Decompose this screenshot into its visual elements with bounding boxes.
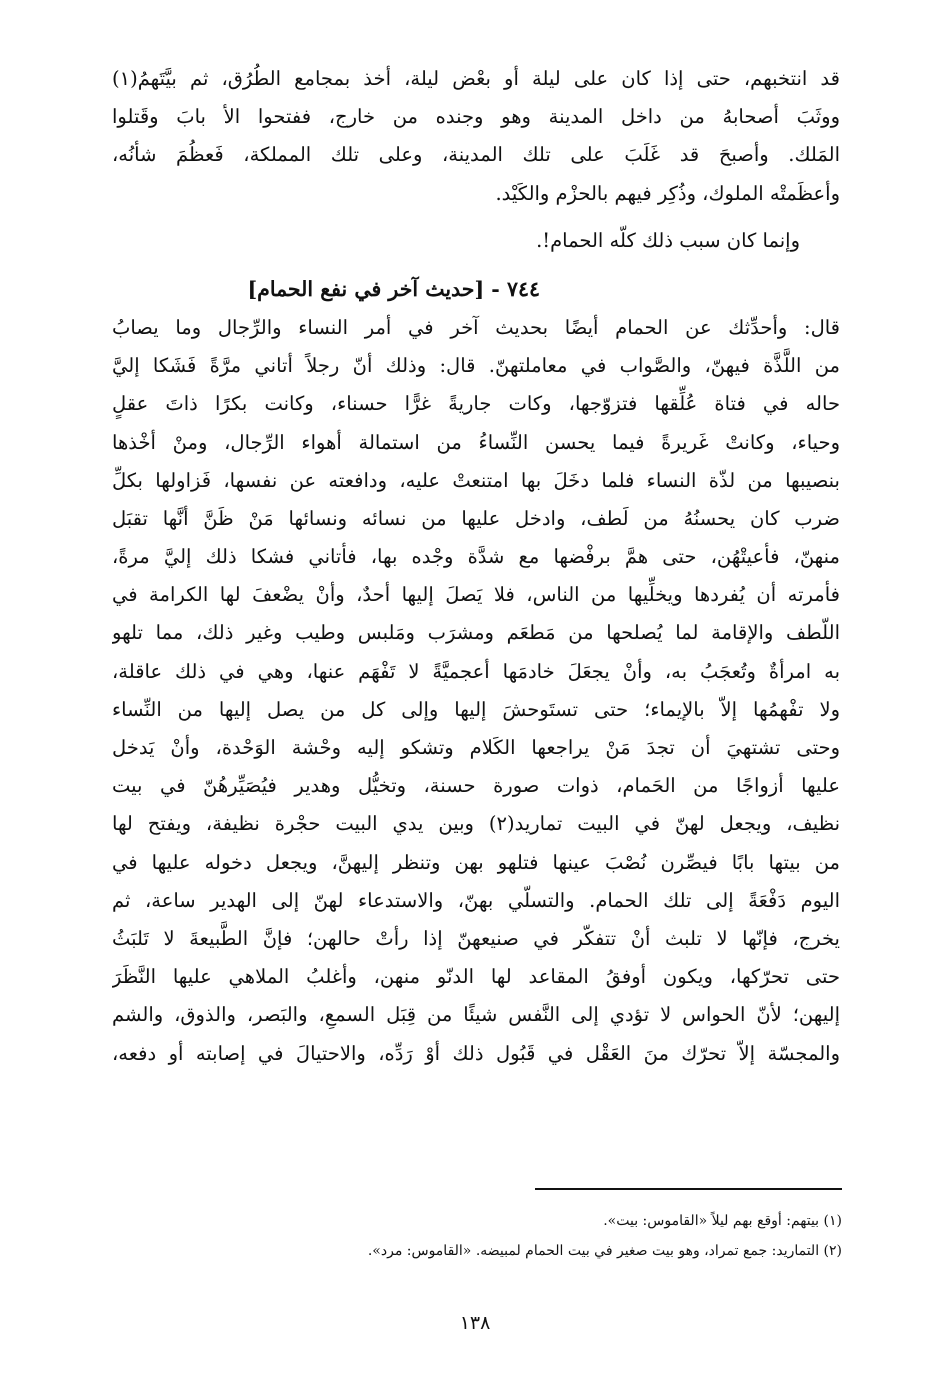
text-line: منهنّ، فأعيتْهُن، حتى همَّ برفْضها مع شدَّة وجْده بها، فأتاني فشكا ذلك إليَّ مرةً، xyxy=(112,545,840,569)
text-line: وإنما كان سبب ذلك كلّه الحمام!. xyxy=(536,228,800,252)
text-line: حتى تحرّكها، ويكون أوفقُ المقاعد لها الدنّو منهن، وأغلبُ الملاهي عليها النَّظَرَ xyxy=(112,965,840,989)
text-line: وأعظَمتْه الملوك، وذُكِر فيهم بالحزْم والكَيْد. xyxy=(495,181,840,205)
text-line: المَلك. وأصبحَ قد غَلَبَ على تلك المدينة، وعلى تلك المملكة، فَعظُمَ شأنُه، xyxy=(112,143,840,167)
footnote-1: (١) بيتهم: أوقع بهم ليلاً «القاموس: بيت». xyxy=(603,1213,842,1229)
text-line: ووثَبَ أصحابهُ من داخل المدينة وهو وجنده من خارج، ففتحوا الأ بابَ وقَتلوا xyxy=(112,105,840,129)
text-line: والمجسّة إلاّ تحرّك منَ العَقْل في قَبُول ذلك أوْ رَدِّه، والاحتيالَ في إصابته أو دفعه، xyxy=(112,1041,840,1065)
text-line: وحتى تشتهيَ أن تجدَ مَنْ يراجعها الكَلام وتشكو إليه وحْشة الوَحْدة، وأنْ يَدخل xyxy=(112,736,840,759)
paragraph-2 xyxy=(112,222,840,260)
text-line: ولا تفْهمُها إلاّ بالإيماء؛ حتى تستَوحشَ إليها وإلى كل من يصل إليها من النِّساء xyxy=(112,697,840,721)
text-line: فأمرته أن يُفردها ويخلِّيها من الناس، فلا يَصلَ إليها أحدٌ، وأنْ يضْعفَ لها الكرامة في xyxy=(112,583,840,607)
paragraph-1 xyxy=(112,60,840,213)
text-line: إليهن؛ لأنّ الحواس لا تؤدي إلى النَّفس شيئًا من قِبَل السمعِ، والبَصر، والذوق، والشم xyxy=(112,1003,840,1027)
text-line: عليها أزواجًا من الحَمام، ذوات صورة حسنة، وتخيُّل وهدير فيُصَيِّرهُنّ في بيت xyxy=(112,774,840,798)
text-line: قال: وأحدِّثك عن الحمام أيضًا بحديث آخر في أمر النساء والرِّجال وما يصابُ xyxy=(112,315,840,339)
text-line: نظيف، ويجعل لهنّ في البيت تماريد(٢) وبين يدي البيت حجْرة نظيفة، ويفتح لها xyxy=(112,812,840,836)
paragraph-3 xyxy=(112,309,840,1073)
text-line: حاله في فتاة عُلِّقها فتزوّجها، وكات جاريةً غرًّا حسناء، وكانت بكرًا ذاتَ عقلٍ xyxy=(112,392,840,416)
text-line: من اللَّذَّة فيهنّ، والصَّواب في معاملتهنّ. قال: وذلك أنّ رجلاً أتاني مرَّةً فَشَكا إليَّ xyxy=(112,354,840,378)
text-line: من بيتها بابًا فيصِّرن نُصْبَ عينها فتلهو بهن وتنظر إليهنَّ، ويجعل دخوله عليها في xyxy=(112,850,840,874)
text-line: ضرب كان يحسنُهُ من لَطف، وادخل عليها من نسائه ونسائها مَنْ ظَنَّ أنَّها تقبَل xyxy=(112,506,840,530)
footnotes xyxy=(300,1206,842,1266)
main-text xyxy=(112,60,840,1073)
footnote-2: (٢) التماريد: جمع تمراد، وهو بيت صغير في بيت الحمام لمبيضه. «القاموس: مرد». xyxy=(367,1243,842,1259)
text-line: به امرأةٌ وتُعجَبُ به، وأنْ يجعَلَ خادمَها أعجميَّةً لا تَفْهَم عنها، وهي في ذلك عاقلة، xyxy=(112,659,840,683)
text-line: اليوم دَفْعَةً إلى تلك الحمام. والتسلّي بهنّ، والاستدعاء لهنّ إلى الهدير ساعة، ثم xyxy=(112,888,840,912)
section-heading: ٧٤٤ - [حديث آخر في نفع الحمام] xyxy=(247,276,540,301)
text-line: قد انتخبهم، حتى إذا كان على ليلة أو بعْض ليلة، أخذ بمجامع الطُرُق، ثم بيَّتَهمُ(١) xyxy=(112,67,840,90)
page-number: ١٣٨ xyxy=(459,1312,491,1334)
footnote-divider xyxy=(535,1188,842,1190)
text-line: اللّطف والإقامة لما يُصلحها من مَطعَم ومشرَب ومَلبس وطيب وغير ذلك، مما تلهو xyxy=(112,621,840,645)
text-line: وحياء، وكانتْ غَريرةً فيما يحسن النِّساءُ من استمالة أهواء الرِّجال، ومنْ أخْذها xyxy=(112,430,840,454)
text-line: يخرج، فإنّها لا تلبث أنْ تتفكّر في صنيعهنّ إذا رأتْ حالهن؛ فإنَّ الطَّبيعةَ لا تَلبَثُ xyxy=(112,926,840,950)
text-line: بنصيبها من لذّة النساء فلما دخَلَ بها امتنعتْ عليه، ودافعته عن نفسها، فَزاولها بكلِّ xyxy=(112,468,840,492)
